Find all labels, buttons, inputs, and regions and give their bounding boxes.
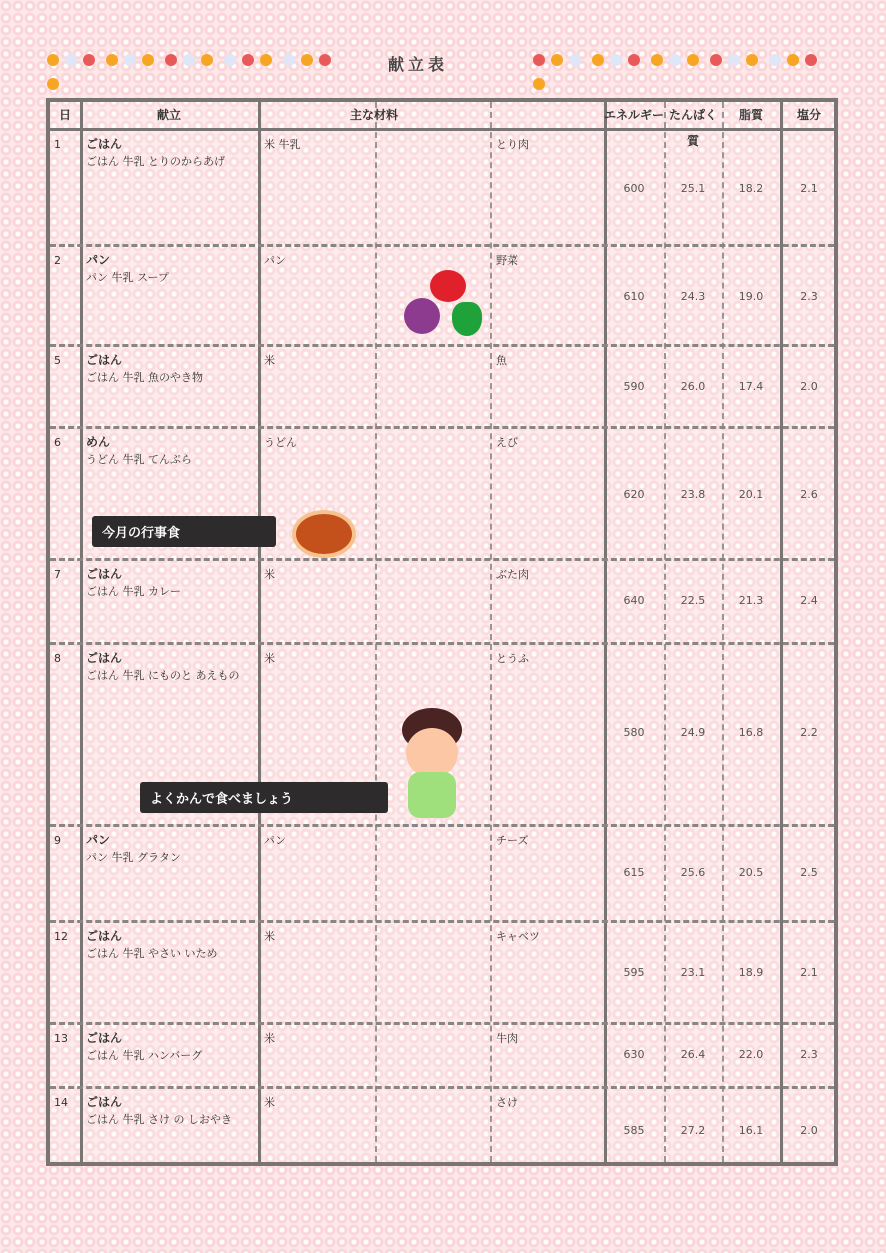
row-menu: [86, 136, 254, 170]
ingredient-group-2: キャベツ: [496, 930, 540, 943]
col-divider: [664, 102, 666, 1162]
dish-name: パン: [86, 253, 111, 267]
dish-name: ごはん: [86, 137, 123, 151]
ingredient-group-1: パン: [264, 254, 286, 267]
header-divider: [50, 128, 834, 131]
energy-value: 640: [623, 594, 645, 607]
dish-items: ごはん 牛乳 にものと あえもの: [86, 669, 240, 682]
ingredient-group-1: うどん: [264, 436, 297, 449]
protein-value: 23.1: [680, 966, 706, 979]
ingredient-group-1: パン: [264, 834, 286, 847]
salt-value: 2.4: [800, 594, 818, 607]
col-header-fat: 脂質: [738, 108, 763, 122]
fat-value: 18.2: [738, 182, 764, 195]
ingredient-group-2: 野菜: [496, 254, 518, 267]
ingredient-group-2: 魚: [496, 354, 507, 367]
ingredient-group-2: とうふ: [496, 652, 529, 665]
salt-value: 2.1: [800, 966, 818, 979]
body-icon: [408, 772, 456, 818]
dish-items: うどん 牛乳 てんぷら: [86, 453, 192, 466]
fat-value: 16.1: [738, 1124, 764, 1137]
garland-left: [44, 50, 348, 70]
dish-name: ごはん: [86, 929, 123, 943]
food-illustration: [290, 502, 358, 556]
row-day: 1: [54, 138, 61, 151]
ingredient-group-2: 牛肉: [496, 1032, 518, 1045]
energy-value: 600: [623, 182, 645, 195]
grape-icon: [404, 298, 440, 334]
dish-items: パン 牛乳 スープ: [86, 271, 169, 284]
row-day: 14: [54, 1096, 68, 1109]
dish-name: ごはん: [86, 651, 123, 665]
row-day: 12: [54, 930, 68, 943]
row-day: 8: [54, 652, 61, 665]
dish-items: ごはん 牛乳 ハンバーグ: [86, 1049, 203, 1062]
row-divider: [50, 642, 834, 645]
protein-value: 24.3: [680, 290, 706, 303]
row-menu: [86, 434, 254, 468]
salt-value: 2.2: [800, 726, 818, 739]
salt-value: 2.1: [800, 182, 818, 195]
ingredient-group-1: 米: [264, 930, 275, 943]
ingredient-group-2: ぶた肉: [496, 568, 529, 581]
energy-value: 610: [623, 290, 645, 303]
salt-value: 2.0: [800, 380, 818, 393]
protein-value: 22.5: [680, 594, 706, 607]
melon-icon: [452, 302, 482, 336]
ingredient-group-1: 米: [264, 1032, 275, 1045]
col-header-protein: たんぱく質: [668, 108, 717, 148]
ingredient-group-2: とり肉: [496, 138, 529, 151]
ingredient-group-2: さけ: [496, 1096, 518, 1109]
fat-value: 20.1: [738, 488, 764, 501]
row-day: 13: [54, 1032, 68, 1045]
dish-name: ごはん: [86, 1095, 123, 1109]
ingredient-group-1: 米: [264, 354, 275, 367]
protein-value: 25.6: [680, 866, 706, 879]
dish-name: めん: [86, 435, 111, 449]
banner-event: 今月の行事食: [92, 516, 276, 547]
ingredient-group-2: えび: [496, 436, 518, 449]
dish-name: パン: [86, 833, 111, 847]
fat-value: 20.5: [738, 866, 764, 879]
ingredient-group-1: 米: [264, 568, 275, 581]
energy-value: 580: [623, 726, 645, 739]
row-day: 2: [54, 254, 61, 267]
salt-value: 2.6: [800, 488, 818, 501]
row-divider: [50, 558, 834, 561]
row-day: 6: [54, 436, 61, 449]
banner-chew: よくかんで食べましょう: [140, 782, 388, 813]
garland-right: [530, 50, 830, 70]
menu-table: [46, 98, 838, 1166]
fat-value: 17.4: [738, 380, 764, 393]
fat-value: 19.0: [738, 290, 764, 303]
child-illustration: [392, 706, 472, 820]
row-menu: [86, 352, 254, 386]
row-divider: [50, 344, 834, 347]
fat-value: 16.8: [738, 726, 764, 739]
row-menu: [86, 928, 254, 962]
protein-value: 24.9: [680, 726, 706, 739]
row-day: 7: [54, 568, 61, 581]
col-header-ingredients: 主な材料: [349, 108, 398, 122]
protein-value: 25.1: [680, 182, 706, 195]
dish-items: ごはん 牛乳 やさい いため: [86, 947, 218, 960]
row-divider: [50, 920, 834, 923]
row-divider: [50, 244, 834, 247]
apple-icon: [430, 270, 466, 302]
row-menu: [86, 566, 254, 600]
salt-value: 2.0: [800, 1124, 818, 1137]
col-header-energy: エネルギー: [604, 108, 665, 122]
energy-value: 615: [623, 866, 645, 879]
col-header-menu: 献立: [156, 108, 181, 122]
page-title: 献立表: [388, 55, 449, 74]
dish-items: ごはん 牛乳 さけ の しおやき: [86, 1113, 232, 1126]
row-day: 9: [54, 834, 61, 847]
protein-value: 23.8: [680, 488, 706, 501]
face-icon: [406, 728, 458, 778]
col-divider: [258, 102, 261, 1162]
row-menu: [86, 1094, 254, 1128]
energy-value: 620: [623, 488, 645, 501]
row-menu: [86, 832, 254, 866]
dish-items: ごはん 牛乳 カレー: [86, 585, 181, 598]
dish-items: パン 牛乳 グラタン: [86, 851, 181, 864]
energy-value: 630: [623, 1048, 645, 1061]
ingredient-group-2: チーズ: [496, 834, 529, 847]
col-header-salt: 塩分: [796, 108, 821, 122]
salt-value: 2.3: [800, 290, 818, 303]
dish-items: ごはん 牛乳 とりのからあげ: [86, 155, 225, 168]
ingredient-group-1: 米: [264, 1096, 275, 1109]
fruit-illustration: [400, 266, 490, 342]
col-divider: [80, 102, 83, 1162]
protein-value: 26.4: [680, 1048, 706, 1061]
fat-value: 18.9: [738, 966, 764, 979]
row-divider: [50, 1022, 834, 1025]
col-divider: [375, 102, 377, 1162]
fat-value: 22.0: [738, 1048, 764, 1061]
row-day: 5: [54, 354, 61, 367]
col-divider: [780, 102, 783, 1162]
fat-value: 21.3: [738, 594, 764, 607]
salt-value: 2.3: [800, 1048, 818, 1061]
ingredient-group-1: 米: [264, 652, 275, 665]
ingredient-group-1: 米 牛乳: [264, 138, 301, 151]
dish-name: ごはん: [86, 567, 123, 581]
energy-value: 595: [623, 966, 645, 979]
row-divider: [50, 1086, 834, 1089]
energy-value: 590: [623, 380, 645, 393]
dish-name: ごはん: [86, 353, 123, 367]
row-divider: [50, 824, 834, 827]
row-menu: [86, 650, 254, 684]
col-divider: [604, 102, 607, 1162]
dish-items: ごはん 牛乳 魚のやき物: [86, 371, 203, 384]
row-menu: [86, 1030, 254, 1064]
row-menu: [86, 252, 254, 286]
col-header-day: 日: [58, 108, 71, 122]
protein-value: 27.2: [680, 1124, 706, 1137]
salt-value: 2.5: [800, 866, 818, 879]
col-divider: [722, 102, 724, 1162]
croquette-icon: [292, 510, 356, 558]
row-divider: [50, 426, 834, 429]
col-divider: [490, 102, 492, 1162]
energy-value: 585: [623, 1124, 645, 1137]
dish-name: ごはん: [86, 1031, 123, 1045]
protein-value: 26.0: [680, 380, 706, 393]
